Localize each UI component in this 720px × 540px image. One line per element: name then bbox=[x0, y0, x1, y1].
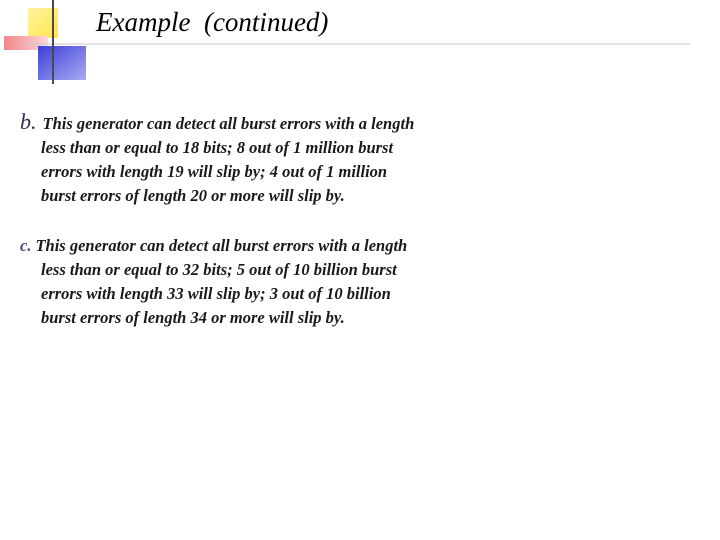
bullet-line: burst errors of length 20 or more will slip by. bbox=[41, 186, 345, 205]
red-bar bbox=[4, 36, 48, 50]
bullet-line: errors with length 19 will slip by; 4 out of 1 million bbox=[41, 162, 388, 181]
bullet-item-c bbox=[20, 234, 700, 330]
bullet-line bbox=[20, 110, 700, 136]
blue-square bbox=[38, 46, 86, 80]
bullet-line: less than or equal to 18 bits; 8 out of 1 million burst bbox=[41, 138, 394, 157]
bullet-line: less than or equal to 32 bits; 5 out of 10 billion burst bbox=[41, 260, 397, 279]
bullet-marker: b. bbox=[20, 109, 37, 134]
bullet-line: errors with length 33 will slip by; 3 out of 10 billion bbox=[41, 284, 391, 303]
yellow-square bbox=[28, 8, 58, 38]
bullet-text: This generator can detect all burst errors with a length bbox=[35, 236, 408, 255]
slide-title: Example (continued) bbox=[96, 7, 329, 37]
bullet-item-b bbox=[20, 110, 700, 208]
bullet-line bbox=[20, 234, 700, 258]
bullet-line: burst errors of length 34 or more will slip by. bbox=[41, 308, 345, 327]
bullet-marker: c. bbox=[20, 236, 32, 255]
bullet-text: This generator can detect all burst errors with a length bbox=[42, 114, 415, 133]
